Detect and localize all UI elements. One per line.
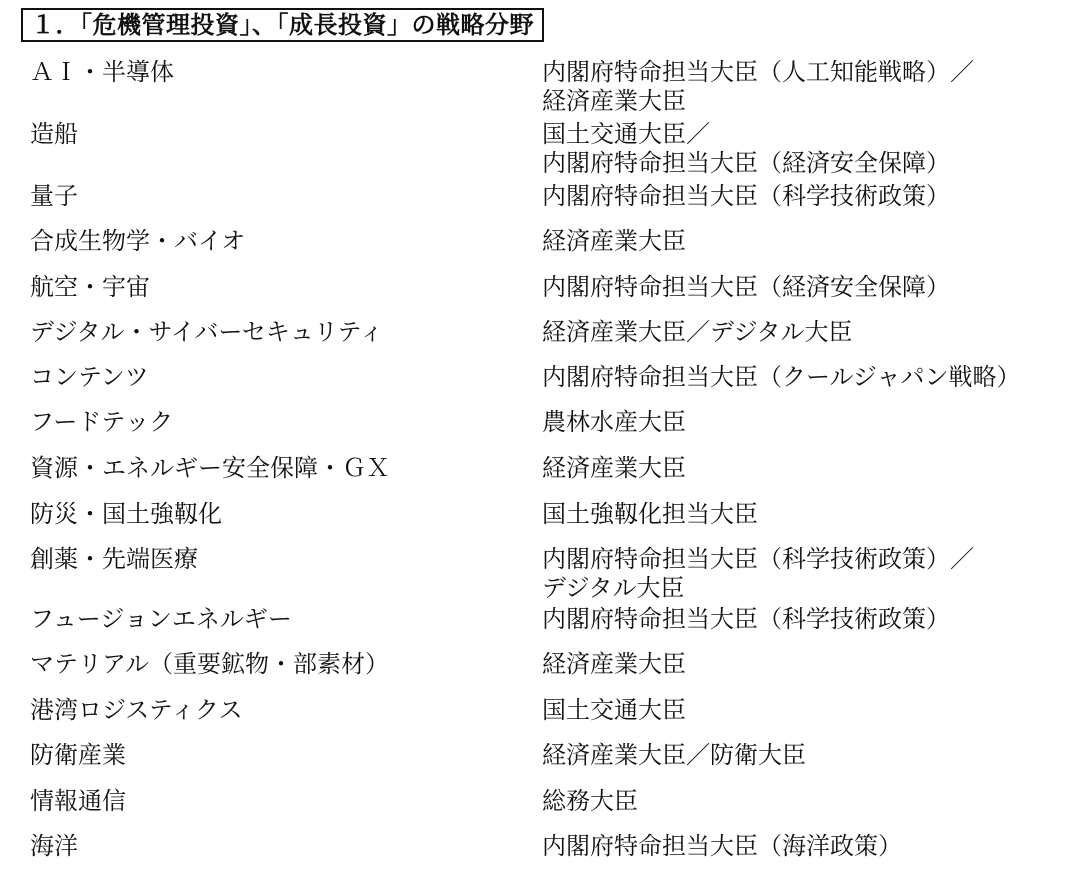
minister-name: 内閣府特命担当大臣（科学技術政策） bbox=[542, 182, 950, 210]
minister-name: 経済産業大臣 bbox=[542, 454, 686, 482]
minister-name bbox=[542, 58, 974, 116]
minister-name bbox=[542, 545, 974, 603]
minister-name: 国土交通大臣 bbox=[542, 696, 686, 724]
field-name: フュージョンエネルギー bbox=[30, 605, 292, 633]
field-name: ＡＩ・半導体 bbox=[30, 58, 174, 86]
minister-name bbox=[542, 120, 950, 178]
minister-name: 経済産業大臣／防衛大臣 bbox=[542, 741, 806, 769]
minister-name: 内閣府特命担当大臣（経済安全保障） bbox=[542, 273, 950, 301]
minister-line: 国土交通大臣／ bbox=[542, 120, 710, 148]
minister-name: 経済産業大臣 bbox=[542, 650, 686, 678]
minister-line: 経済産業大臣 bbox=[542, 87, 686, 115]
field-name: 海洋 bbox=[30, 832, 78, 860]
minister-name: 経済産業大臣／デジタル大臣 bbox=[542, 318, 853, 346]
minister-line: デジタル大臣 bbox=[542, 574, 685, 602]
field-name: 合成生物学・バイオ bbox=[30, 227, 246, 255]
field-name: 情報通信 bbox=[30, 787, 126, 815]
minister-line: 内閣府特命担当大臣（経済安全保障） bbox=[542, 149, 950, 177]
field-name: 創薬・先端医療 bbox=[30, 545, 198, 573]
field-name: 資源・エネルギー安全保障・ＧＸ bbox=[30, 454, 390, 482]
field-name: 造船 bbox=[30, 120, 78, 148]
minister-name: 農林水産大臣 bbox=[542, 408, 686, 436]
field-name: マテリアル（重要鉱物・部素材） bbox=[30, 650, 390, 678]
field-name: 量子 bbox=[30, 182, 78, 210]
minister-name: 国土強靱化担当大臣 bbox=[542, 500, 758, 528]
field-name: 航空・宇宙 bbox=[30, 273, 150, 301]
minister-name: 内閣府特命担当大臣（クールジャパン戦略） bbox=[542, 363, 1021, 391]
field-name: 防衛産業 bbox=[30, 741, 126, 769]
section-heading: １．「危機管理投資」、「成長投資」の戦略分野 bbox=[21, 8, 544, 42]
field-name: デジタル・サイバーセキュリティ bbox=[30, 318, 384, 346]
field-name: コンテンツ bbox=[30, 363, 149, 391]
field-name: フードテック bbox=[30, 408, 174, 436]
minister-line: 内閣府特命担当大臣（人工知能戦略）／ bbox=[542, 58, 974, 86]
field-name: 防災・国土強靱化 bbox=[30, 500, 222, 528]
minister-name: 内閣府特命担当大臣（科学技術政策） bbox=[542, 605, 950, 633]
field-name: 港湾ロジスティクス bbox=[30, 696, 243, 724]
minister-name: 経済産業大臣 bbox=[542, 227, 686, 255]
minister-line: 内閣府特命担当大臣（科学技術政策）／ bbox=[542, 545, 974, 573]
minister-name: 総務大臣 bbox=[542, 787, 638, 815]
minister-name: 内閣府特命担当大臣（海洋政策） bbox=[542, 832, 902, 860]
